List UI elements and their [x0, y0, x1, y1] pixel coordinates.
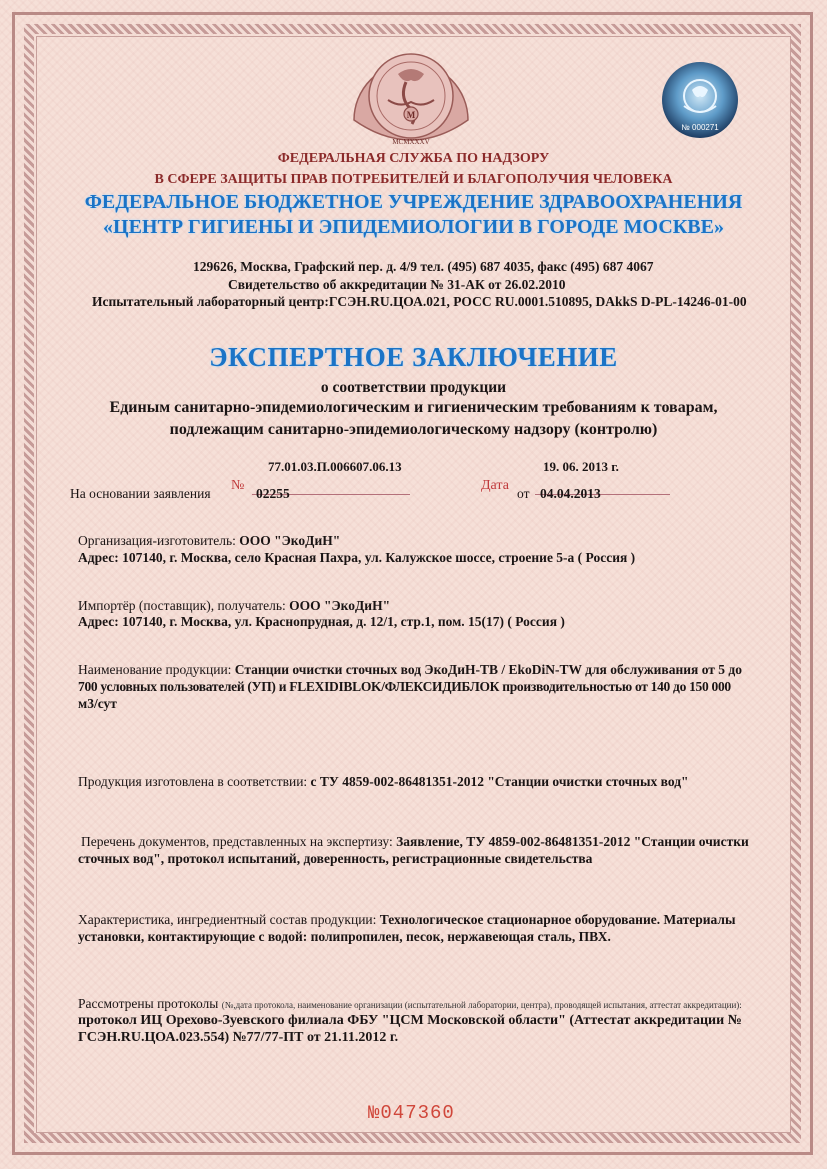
- protocols-hint: (№,дата протокола, наименование организации (испытательной лаборатории, центра), проводящей испытания, аттестат аккредитации):: [221, 1000, 742, 1010]
- manufacturer-row: [78, 533, 340, 549]
- documents-line-2: сточных вод", протокол испытаний, доверенность, регистрационные свидетельства: [78, 851, 593, 866]
- documents-row: [81, 834, 749, 850]
- product-label: Наименование продукции:: [78, 662, 235, 677]
- document-title: ЭКСПЕРТНОЕ ЗАКЛЮЧЕНИЕ: [209, 342, 618, 372]
- application-number: 02255: [256, 486, 290, 501]
- hologram-sticker: [660, 60, 740, 140]
- protocols-label: Рассмотрены протоколы: [78, 996, 222, 1011]
- title-line-2: Единым санитарно-эпидемиологическим и гигиеническим требованиям к товарам,: [109, 399, 718, 416]
- product-line-1: Станции очистки сточных вод ЭкоДиН-ТВ / EkoDiN-TW для обслуживания от 5 до: [234, 662, 742, 677]
- svg-text:M: M: [406, 110, 416, 120]
- manufactured-per-value: с ТУ 4859-002-86481351-2012 "Станции очистки сточных вод": [310, 774, 689, 789]
- documents-label: Перечень документов, представленных на экспертизу:: [81, 834, 397, 849]
- manufacturer-address: Адрес: 107140, г. Москва, село Красная Пахра, ул. Калужское шоссе, строение 5-а ( Россия ): [78, 550, 636, 565]
- date-label: Дата: [481, 478, 509, 493]
- documents-line-1: Заявление, ТУ 4859-002-86481351-2012 "Станции очистки: [396, 834, 749, 849]
- institution-line-2: «ЦЕНТР ГИГИЕНЫ И ЭПИДЕМИОЛОГИИ В ГОРОДЕ МОСКВЕ»: [103, 216, 724, 238]
- serial-number: №047360: [368, 1102, 455, 1124]
- registration-date: 19. 06. 2013 г.: [543, 459, 619, 474]
- importer-name: ООО "ЭкоДиН": [289, 598, 391, 613]
- lab-center: Испытательный лабораторный центр:ГСЭН.RU.ЦОА.021, РОСС RU.0001.510895, DAkkS D-PL-14246-01-00: [92, 294, 747, 309]
- manufactured-per-label: Продукция изготовлена в соответствии:: [78, 774, 311, 789]
- characteristics-line-1: Технологическое стационарное оборудование. Материалы: [379, 912, 736, 927]
- manufacturer-label: Организация-изготовитель:: [78, 533, 240, 548]
- number-sign-label: №: [231, 478, 245, 493]
- accreditation-certificate: Свидетельство об аккредитации № 31-АК от 26.02.2010: [228, 277, 566, 292]
- application-date: 04.04.2013: [540, 486, 601, 501]
- importer-label: Импортёр (поставщик), получатель:: [78, 598, 290, 613]
- characteristics-label: Характеристика, ингредиентный состав продукции:: [78, 912, 380, 927]
- protocols-line-1: протокол ИЦ Орехово-Зуевского филиала ФБУ "ЦСМ Московской области" (Аттестат аккредитации №: [78, 1013, 742, 1028]
- product-line-2: 700 условных пользователей (УП) и FLEXIDIBLOK/ФЛЕКСИДИБЛОК производительностью от 140 до 150 000: [78, 679, 731, 694]
- institution-address: 129626, Москва, Графский пер. д. 4/9 тел. (495) 687 4035, факс (495) 687 4067: [193, 259, 654, 274]
- product-row: [78, 662, 742, 678]
- registration-number: 77.01.03.П.006607.06.13: [268, 459, 402, 474]
- importer-row: [78, 598, 390, 614]
- agency-line-1: ФЕДЕРАЛЬНАЯ СЛУЖБА ПО НАДЗОРУ: [277, 151, 550, 166]
- basis-label: На основании заявления: [70, 486, 211, 501]
- title-line-3: подлежащим санитарно-эпидемиологическому надзору (контролю): [169, 421, 658, 438]
- characteristics-row: [78, 912, 736, 928]
- protocols-row: [78, 996, 742, 1012]
- institution-line-1: ФЕДЕРАЛЬНОЕ БЮДЖЕТНОЕ УЧРЕЖДЕНИЕ ЗДРАВООХРАНЕНИЯ: [84, 191, 743, 213]
- protocols-line-2: ГСЭН.RU.ЦОА.023.554) №77/77-ПТ от 21.11.2012 г.: [78, 1030, 399, 1045]
- emblem-year: MCMXXXV: [392, 138, 430, 146]
- importer-address: Адрес: 107140, г. Москва, ул. Краснопрудная, д. 12/1, стр.1, пом. 15(17) ( Россия ): [78, 614, 565, 629]
- hologram-number: № 000271: [681, 123, 719, 132]
- rospotrebnadzor-emblem: [348, 40, 474, 154]
- manufacturer-name: ООО "ЭкоДиН": [239, 533, 341, 548]
- manufactured-per-row: [78, 774, 689, 790]
- agency-line-2: В СФЕРЕ ЗАЩИТЫ ПРАВ ПОТРЕБИТЕЛЕЙ И БЛАГОПОЛУЧИЯ ЧЕЛОВЕКА: [154, 172, 673, 187]
- characteristics-line-2: установки, контактирующие с водой: полипропилен, песок, нержавеющая сталь, ПВХ.: [78, 929, 611, 944]
- from-label: от: [517, 486, 530, 501]
- title-line-1: о соответствии продукции: [320, 379, 507, 396]
- product-line-3: м3/сут: [78, 696, 117, 711]
